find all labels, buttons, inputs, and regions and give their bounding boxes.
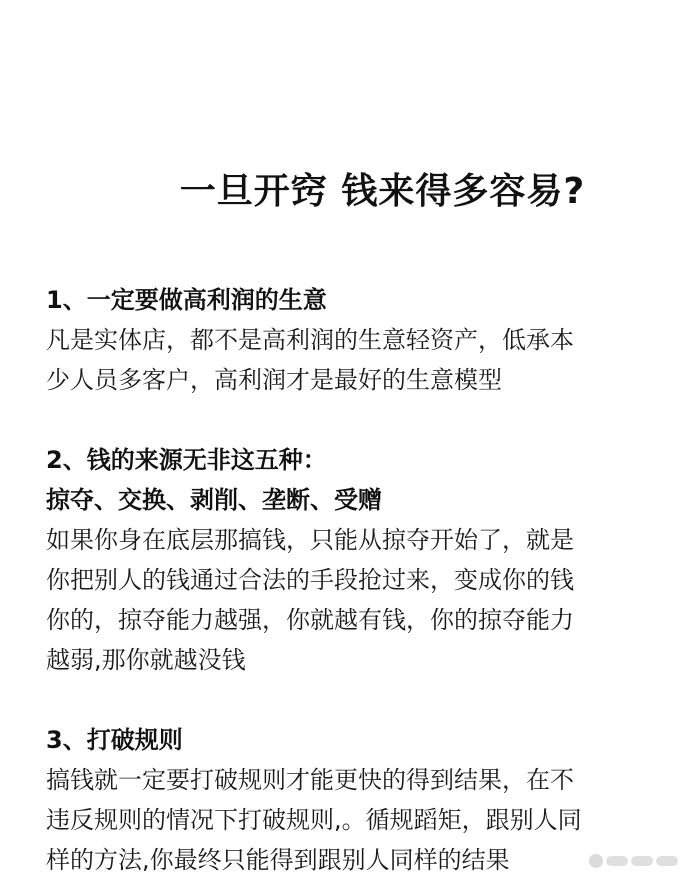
paragraph-line: 你的，掠夺能力越强，你就越有钱，你的掠夺能力 [46,606,574,634]
document-body [46,280,666,880]
section-heading: 3、打破规则 [46,726,183,754]
paragraph-line: 如果你身在底层那搞钱，只能从掠夺开始了，就是 [46,526,574,554]
watermark-bar-icon [606,856,628,866]
section-break-rules [46,720,666,880]
section-heading: 2、钱的来源无非这五种： [46,446,327,474]
section-heading: 1、一定要做高利润的生意 [46,286,327,314]
section-subheading: 掠夺、交换、剥削、垄断、受赠 [46,486,382,514]
watermark-dot-icon [589,854,603,868]
section-high-profit [46,280,666,400]
watermark-bar-icon [631,856,653,866]
paragraph-line: 搞钱就一定要打破规则才能更快的得到结果，在不 [46,766,574,794]
paragraph-line: 凡是实体店，都不是高利润的生意轻资产，低承本 [46,326,574,354]
paragraph-line: 样的方法,你最终只能得到跟别人同样的结果 [46,846,510,874]
document-title: 一旦开窍 钱来得多容易? [179,171,586,212]
watermark-bar-icon [656,856,678,866]
paragraph-line: 违反规则的情况下打破规则,。循规蹈矩，跟别人同 [46,806,582,834]
paragraph-line: 越弱,那你就越没钱 [46,646,246,674]
paragraph-line: 少人员多客户，高利润才是最好的生意模型 [46,366,502,394]
section-money-sources [46,440,666,680]
watermark-logo-icon [589,850,678,872]
paragraph-line: 你把别人的钱通过合法的手段抢过来，变成你的钱 [46,566,574,594]
